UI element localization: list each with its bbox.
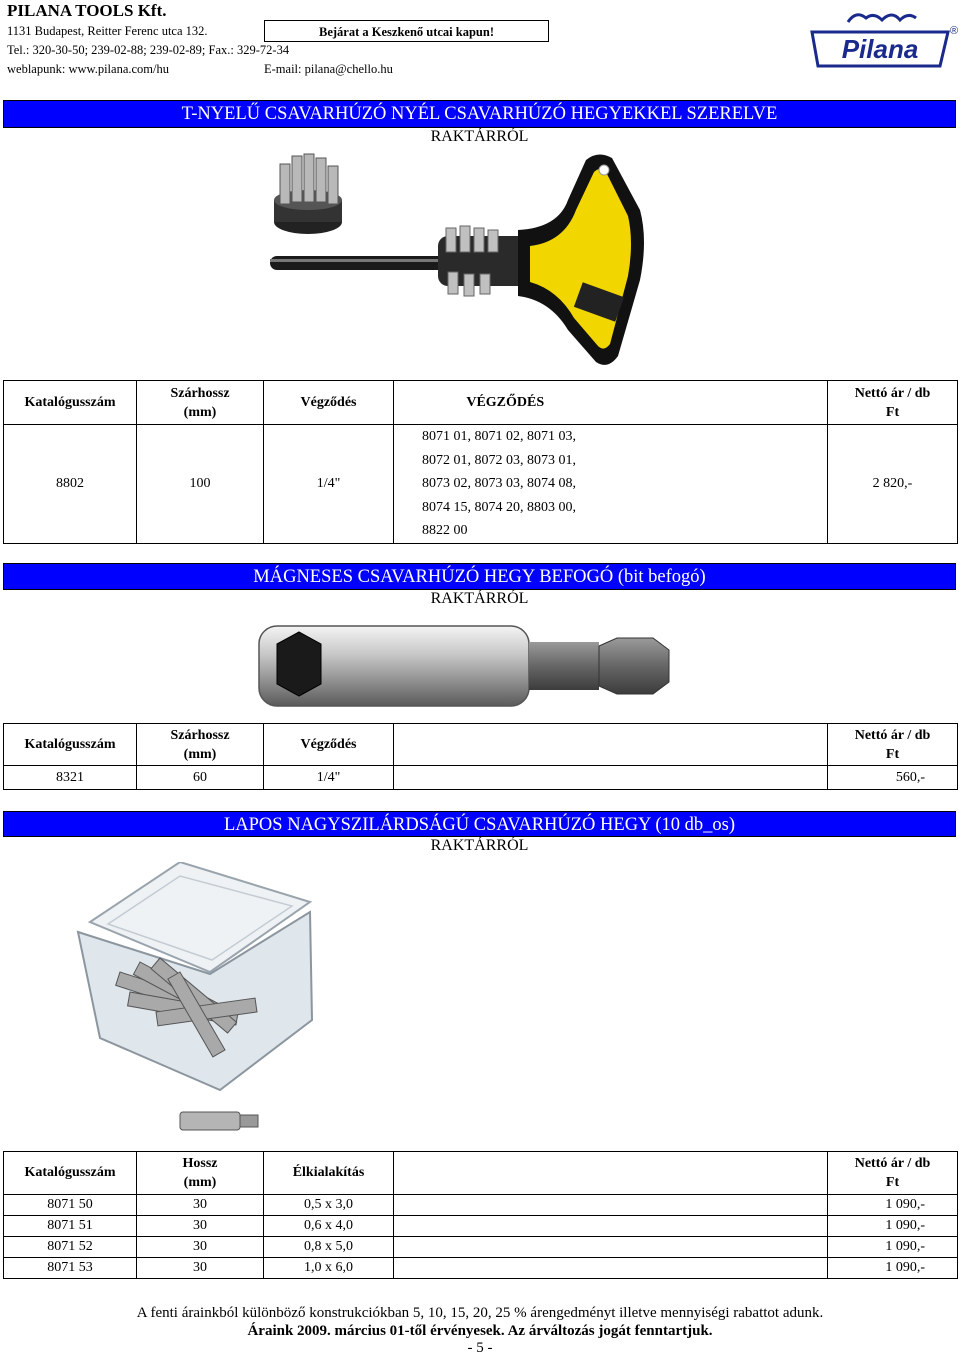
logo-registered-mark: ®: [950, 25, 958, 37]
page-number: - 5 -: [467, 1340, 493, 1356]
t-handle-screwdriver-image: [268, 150, 668, 372]
section-3-title: LAPOS NAGYSZILÁRDSÁGÚ CSAVARHÚZÓ HEGY (10 db_os): [3, 811, 956, 837]
cell-catalog: 8802: [4, 425, 137, 544]
header-shank: Szárhossz (mm): [137, 381, 264, 425]
section-2-table: [3, 723, 958, 790]
cell-price: 1 090,-: [828, 1258, 958, 1279]
cell-empty: [394, 1258, 828, 1279]
cell-edge: 0,6 x 4,0: [264, 1216, 394, 1237]
table-row: [4, 1237, 958, 1258]
cell-price: 2 820,-: [828, 425, 958, 544]
cell-shank: 100: [137, 425, 264, 544]
header-edge: Élkialakítás: [264, 1152, 394, 1195]
section-3-table: [3, 1151, 958, 1279]
table-header-row: [4, 1152, 958, 1195]
header-empty: [394, 1152, 828, 1195]
magnetic-bit-holder-image: [255, 620, 675, 712]
header-price: Nettó ár / db Ft: [828, 724, 958, 766]
table-row: [4, 1258, 958, 1279]
company-address: 1131 Budapest, Reitter Ferenc utca 132.: [7, 24, 208, 38]
cell-price: 1 090,-: [828, 1237, 958, 1258]
bit-pack-image: [60, 862, 340, 1144]
tips-line: 8073 02, 8073 03, 8074 08,: [422, 476, 576, 491]
cell-catalog: 8321: [4, 766, 137, 790]
cell-shank: 60: [137, 766, 264, 790]
header-catalog: Katalógusszám: [4, 1152, 137, 1195]
tips-line: 8074 15, 8074 20, 8803 00,: [422, 499, 576, 515]
section-1-title: T-NYELŰ CSAVARHÚZÓ NYÉL CSAVARHÚZÓ HEGYEKKEL SZERELVE: [3, 100, 956, 128]
cell-catalog: 8071 51: [4, 1216, 137, 1237]
section-1-subtitle: RAKTÁRRÓL: [430, 128, 529, 145]
header-empty: [617, 381, 828, 425]
cell-price: 1 090,-: [828, 1195, 958, 1216]
table-header-row: [4, 724, 958, 766]
tips-line: 8071 01, 8071 02, 8071 03,: [422, 429, 576, 444]
section-2-title: MÁGNESES CSAVARHÚZÓ HEGY BEFOGÓ (bit befogó): [3, 563, 956, 590]
section-3-subtitle: RAKTÁRRÓL: [430, 837, 529, 854]
cell-catalog: 8071 52: [4, 1237, 137, 1258]
header-shank: Szárhossz (mm): [137, 724, 264, 766]
cell-empty: [394, 1237, 828, 1258]
cell-catalog: 8071 50: [4, 1195, 137, 1216]
cell-empty: [617, 425, 828, 544]
header-price: Nettó ár / db Ft: [828, 381, 958, 425]
cell-length: 30: [137, 1216, 264, 1237]
header-tip: Végződés: [264, 381, 394, 425]
cell-price: 1 090,-: [828, 1216, 958, 1237]
logo-snake-icon: [848, 15, 916, 22]
logo-wordmark: Pilana: [841, 34, 919, 64]
header-length: Hossz (mm): [137, 1152, 264, 1195]
cell-edge: 0,8 x 5,0: [264, 1237, 394, 1258]
footer-validity: Áraink 2009. március 01-től érvényesek. Az árváltozás jogát fenntartjuk.: [247, 1323, 713, 1339]
cell-length: 30: [137, 1237, 264, 1258]
company-phone: Tel.: 320-30-50; 239-02-88; 239-02-89; Fax.: 329-72-34: [7, 43, 290, 57]
tips-line: 8822 00: [422, 523, 468, 538]
cell-edge: 0,5 x 3,0: [264, 1195, 394, 1216]
header-price: Nettó ár / db Ft: [828, 1152, 958, 1195]
cell-length: 30: [137, 1258, 264, 1279]
table-header-row: [4, 381, 958, 425]
header-tips-list: VÉGZŐDÉS: [394, 381, 617, 425]
cell-empty: [394, 766, 828, 790]
company-email: E-mail: pilana@chello.hu: [264, 62, 393, 76]
cell-price: 560,-: [828, 766, 958, 790]
table-row: [4, 1195, 958, 1216]
cell-tips-list: [394, 425, 617, 544]
header-catalog: Katalógusszám: [4, 724, 137, 766]
section-2-subtitle: RAKTÁRRÓL: [430, 590, 529, 607]
cell-length: 30: [137, 1195, 264, 1216]
cell-catalog: 8071 53: [4, 1258, 137, 1279]
company-web: weblapunk: www.pilana.com/hu: [7, 62, 169, 76]
table-row: [4, 766, 958, 790]
tips-line: 8072 01, 8072 03, 8073 01,: [422, 452, 576, 468]
header-tip: Végződés: [264, 724, 394, 766]
pilana-logo: [808, 8, 958, 70]
cell-tip: 1/4": [264, 425, 394, 544]
entrance-note: Bejárat a Keszkenő utcai kapun!: [264, 20, 549, 42]
cell-empty: [394, 1195, 828, 1216]
footer-discount: A fenti árainkból különböző konstrukciókban 5, 10, 15, 20, 25 % árengedményt illetve mennyiségi rabattot adunk.: [136, 1305, 824, 1321]
cell-edge: 1,0 x 6,0: [264, 1258, 394, 1279]
cell-tip: 1/4": [264, 766, 394, 790]
company-name: PILANA TOOLS Kft.: [7, 1, 167, 20]
header-empty: [394, 724, 828, 766]
cell-empty: [394, 1216, 828, 1237]
section-1-table: [3, 380, 958, 544]
table-row: [4, 425, 958, 544]
header-catalog: Katalógusszám: [4, 381, 137, 425]
table-row: [4, 1216, 958, 1237]
